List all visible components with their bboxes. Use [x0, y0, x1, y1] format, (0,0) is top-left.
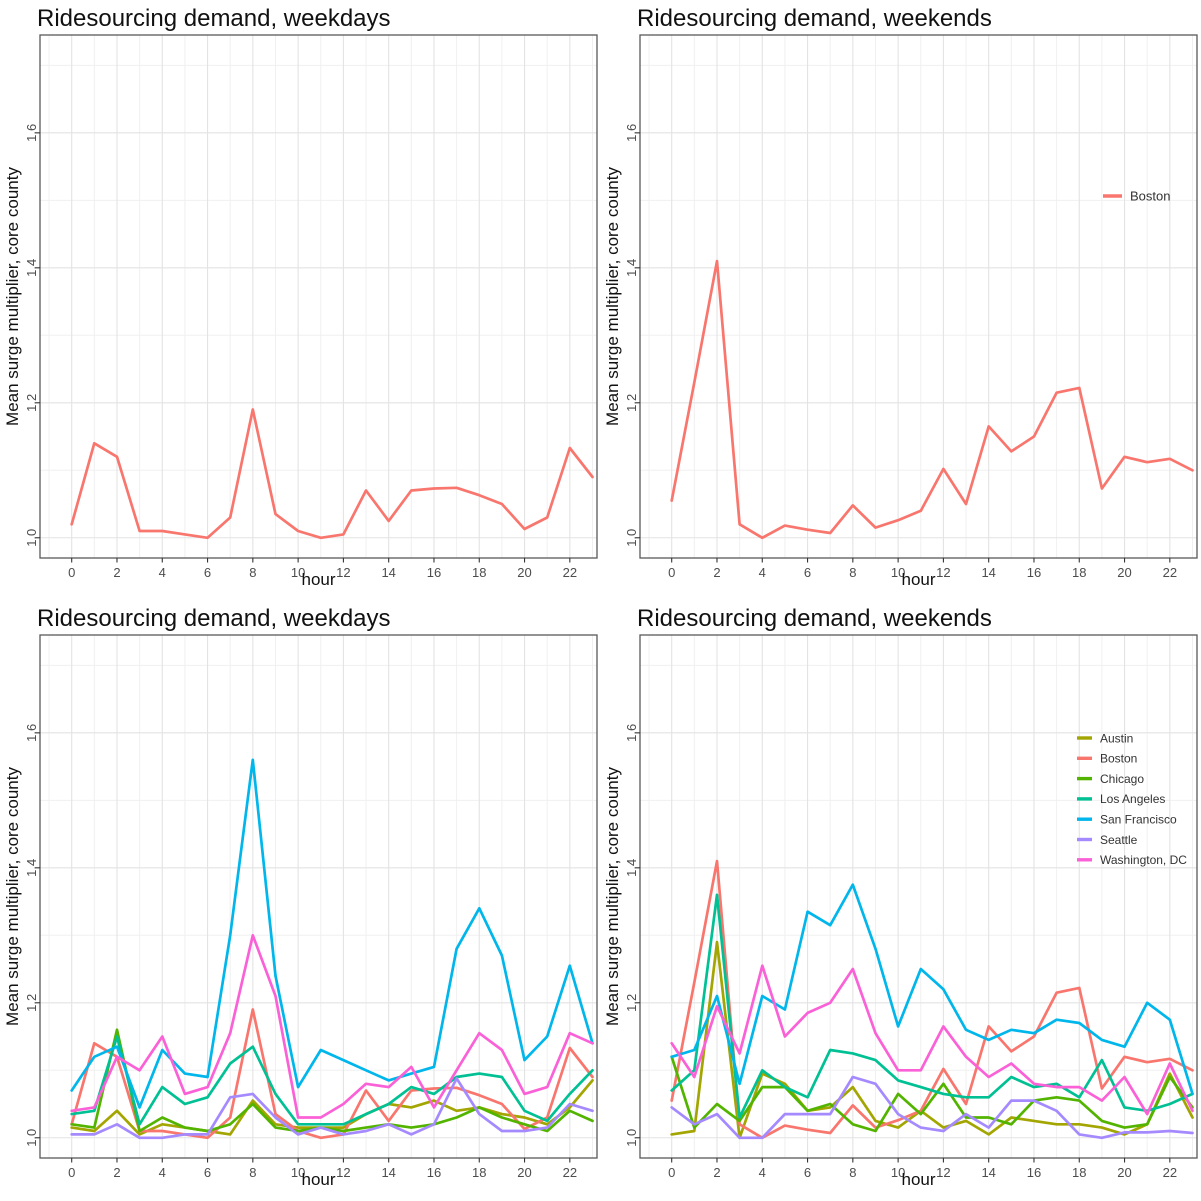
y-tick-label: 1.6	[24, 723, 39, 742]
x-tick-label: 4	[758, 1165, 766, 1180]
y-axis-label: Mean surge multiplier, core county	[603, 767, 622, 1026]
x-tick-label: 16	[426, 1165, 442, 1180]
chart-title: Ridesourcing demand, weekends	[637, 5, 992, 32]
x-tick-label: 18	[472, 565, 487, 580]
plot-svg	[600, 0, 1200, 600]
x-tick-label: 22	[1162, 1165, 1178, 1180]
x-tick-label: 10	[890, 1165, 906, 1180]
x-tick-label: 4	[158, 1165, 166, 1180]
x-tick-label: 12	[336, 565, 351, 580]
y-tick-label: 1.6	[624, 123, 639, 142]
x-tick-label: 18	[1072, 565, 1087, 580]
x-tick-label: 10	[290, 1165, 306, 1180]
x-tick-label: 2	[113, 1165, 121, 1180]
chart-weekdays-all-cities	[0, 600, 600, 1200]
y-tick-label: 1.0	[624, 528, 639, 547]
plot-svg	[0, 600, 600, 1200]
legend-label: Austin	[1100, 731, 1134, 746]
chart-title: Ridesourcing demand, weekdays	[37, 605, 391, 632]
x-tick-label: 14	[381, 1165, 396, 1180]
y-tick-label: 1.0	[24, 1128, 39, 1147]
x-tick-label: 22	[562, 565, 578, 580]
x-tick-label: 22	[1162, 565, 1178, 580]
chart-weekends-boston	[600, 0, 1200, 600]
x-tick-label: 20	[517, 1165, 532, 1180]
x-axis-label: hour	[301, 570, 336, 589]
x-tick-label: 20	[1117, 565, 1132, 580]
x-tick-label: 14	[981, 565, 996, 580]
x-tick-label: 2	[713, 1165, 721, 1180]
legend-label: San Francisco	[1100, 812, 1177, 827]
x-tick-label: 18	[472, 1165, 487, 1180]
y-tick-label: 1.2	[24, 993, 39, 1012]
plot-area	[640, 635, 1197, 1158]
y-tick-label: 1.4	[624, 858, 639, 877]
legend-label: Seattle	[1100, 832, 1138, 847]
x-axis-label: hour	[301, 1170, 336, 1189]
x-tick-label: 0	[668, 1165, 676, 1180]
x-tick-label: 8	[849, 1165, 857, 1180]
chart-weekends-all-cities	[600, 600, 1200, 1200]
y-tick-label: 1.4	[624, 258, 639, 277]
legend-label: Los Angeles	[1100, 792, 1166, 807]
legend-label: Boston	[1100, 751, 1138, 766]
x-tick-label: 2	[113, 565, 121, 580]
x-tick-label: 14	[381, 565, 396, 580]
y-tick-label: 1.2	[624, 393, 639, 412]
chart-title: Ridesourcing demand, weekends	[637, 605, 992, 632]
y-tick-label: 1.4	[24, 258, 39, 277]
x-tick-label: 10	[890, 565, 906, 580]
x-tick-label: 6	[203, 1165, 212, 1180]
y-tick-label: 1.6	[624, 723, 639, 742]
plot-area	[640, 35, 1197, 558]
x-tick-label: 22	[562, 1165, 578, 1180]
x-tick-label: 6	[803, 565, 812, 580]
chart-weekdays-boston	[0, 0, 600, 600]
y-tick-label: 1.2	[24, 393, 39, 412]
x-tick-label: 8	[849, 565, 857, 580]
plot-svg	[0, 0, 600, 600]
legend-label: Chicago	[1100, 771, 1145, 786]
x-tick-label: 8	[249, 1165, 257, 1180]
x-tick-label: 4	[158, 565, 166, 580]
y-axis-label: Mean surge multiplier, core county	[3, 167, 22, 426]
y-tick-label: 1.2	[624, 993, 639, 1012]
x-tick-label: 12	[336, 1165, 351, 1180]
x-tick-label: 6	[803, 1165, 812, 1180]
legend-label: Washington, DC	[1100, 853, 1187, 868]
x-tick-label: 14	[981, 1165, 996, 1180]
x-axis-label: hour	[901, 570, 936, 589]
x-tick-label: 4	[758, 565, 766, 580]
y-tick-label: 1.4	[24, 858, 39, 877]
x-tick-label: 8	[249, 565, 257, 580]
x-axis-label: hour	[901, 1170, 936, 1189]
x-tick-label: 10	[290, 565, 306, 580]
x-tick-label: 18	[1072, 1165, 1087, 1180]
x-tick-label: 20	[517, 565, 532, 580]
x-tick-label: 12	[936, 565, 951, 580]
y-tick-label: 1.6	[24, 123, 39, 142]
x-tick-label: 16	[426, 565, 442, 580]
x-tick-label: 2	[713, 565, 721, 580]
x-tick-label: 16	[1026, 1165, 1042, 1180]
y-tick-label: 1.0	[624, 1128, 639, 1147]
y-axis-label: Mean surge multiplier, core county	[603, 167, 622, 426]
x-tick-label: 0	[68, 1165, 76, 1180]
legend-label: Boston	[1130, 188, 1171, 204]
x-tick-label: 6	[203, 565, 212, 580]
x-tick-label: 16	[1026, 565, 1042, 580]
x-tick-label: 20	[1117, 1165, 1132, 1180]
y-tick-label: 1.0	[24, 528, 39, 547]
x-tick-label: 0	[68, 565, 76, 580]
chart-title: Ridesourcing demand, weekdays	[37, 5, 391, 32]
plot-svg	[600, 600, 1200, 1200]
x-tick-label: 0	[668, 565, 676, 580]
y-axis-label: Mean surge multiplier, core county	[3, 767, 22, 1026]
x-tick-label: 12	[936, 1165, 951, 1180]
